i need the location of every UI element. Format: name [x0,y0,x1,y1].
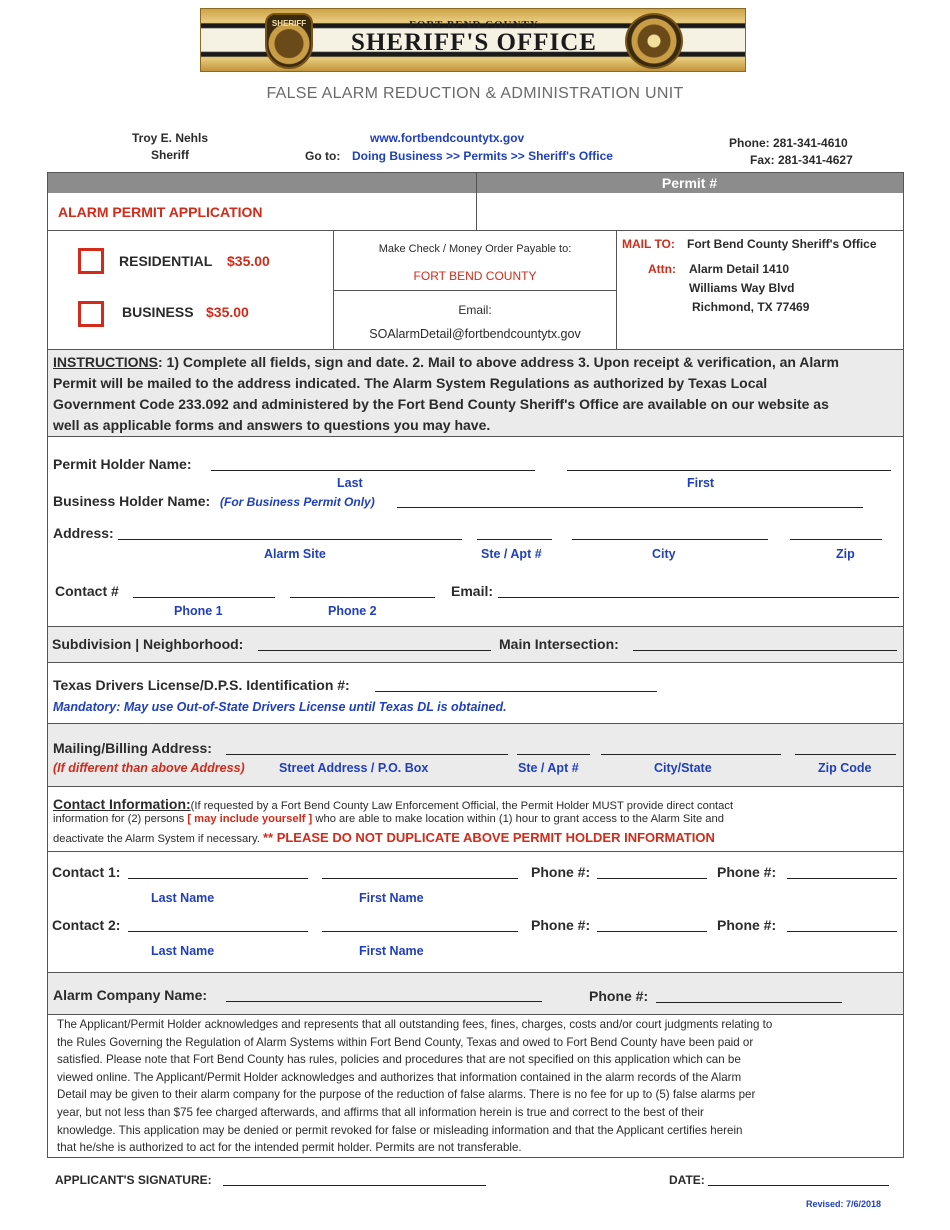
street-caption: Street Address / P.O. Box [279,761,429,775]
payable-to: FORT BEND COUNTY [413,269,537,283]
mailing-street-input[interactable] [226,754,508,755]
zip-input[interactable] [790,539,882,540]
contact-info-line-3: deactivate the Alarm System if necessary. ** PLEASE DO NOT DUPLICATE ABOVE PERMIT HOLDER INFORMATION [53,830,715,845]
ste-apt-caption: Ste / Apt # [481,547,542,561]
contact-1-phone2-label: Phone #: [717,864,777,880]
contact-1-phone2-input[interactable] [787,878,897,879]
mailing-city-input[interactable] [601,754,781,755]
ste-apt-input[interactable] [477,539,552,540]
alarm-company-phone-label: Phone #: [589,988,649,1004]
contact-2-phone-label: Phone #: [531,917,591,933]
mailing-address-label: Mailing/Billing Address: [53,740,212,756]
contact-1-first-input[interactable] [322,878,518,879]
instructions-line-1: INSTRUCTIONS: 1) Complete all fields, sign and date. 2. Mail to above address 3. Upon receipt & verification, an Alarm [53,354,839,370]
business-checkbox[interactable] [78,301,104,327]
contact-1-phone-label: Phone #: [531,864,591,880]
permit-holder-label: Permit Holder Name: [53,456,192,472]
business-label: BUSINESS [122,304,194,320]
attn-line-3: Richmond, TX 77469 [692,300,810,314]
mailing-note: (If different than above Address) [53,761,245,775]
contact-1-label: Contact 1: [52,864,121,880]
website-link[interactable]: www.fortbendcountytx.gov [370,131,525,145]
contact-2-last-input[interactable] [128,931,308,932]
permit-holder-last-input[interactable] [211,470,535,471]
main-intersection-label: Main Intersection: [499,636,619,652]
phone-2-input[interactable] [290,597,435,598]
last-caption: Last [337,476,363,490]
email-field-label: Email: [451,583,494,599]
contact-2-last-caption: Last Name [151,944,215,958]
email-input[interactable] [498,597,899,598]
alarm-company-phone-input[interactable] [656,1002,842,1003]
sheriff-banner [200,8,746,72]
contact-1-last-input[interactable] [128,878,308,879]
drivers-license-label: Texas Drivers License/D.P.S. Identification #: [53,677,350,693]
contact-1-phone-input[interactable] [597,878,707,879]
alarm-site-caption: Alarm Site [264,547,326,561]
drivers-license-note: Mandatory: May use Out-of-State Drivers License until Texas DL is obtained. [53,700,507,714]
city-state-caption: City/State [654,761,712,775]
sheriff-badge-icon: SHERIFF [265,13,313,69]
contact-2-phone2-input[interactable] [787,931,897,932]
alarm-company-label: Alarm Company Name: [53,987,208,1003]
drivers-license-input[interactable] [375,691,657,692]
email-label: Email: [458,303,492,317]
subdivision-label: Subdivision | Neighborhood: [52,636,244,652]
business-holder-input[interactable] [397,507,863,508]
business-holder-label: Business Holder Name: [53,493,211,509]
subdivision-input[interactable] [258,650,491,651]
residential-price: $35.00 [227,253,270,269]
business-price: $35.00 [206,304,249,320]
first-caption: First [687,476,715,490]
city-input[interactable] [572,539,768,540]
mailing-ste-input[interactable] [517,754,590,755]
signature-label: APPLICANT'S SIGNATURE: [55,1173,212,1187]
contact-number-label: Contact # [55,583,119,599]
contact-2-label: Contact 2: [52,917,121,933]
permit-holder-first-input[interactable] [567,470,891,471]
phone-1-input[interactable] [133,597,275,598]
business-holder-note: (For Business Permit Only) [220,495,375,509]
contact-info-line-2: information for (2) persons [ may include yourself ] who are able to make location within (1) hour to grant access to the Alarm Site and [53,813,724,825]
main-intersection-input[interactable] [633,650,897,651]
residential-checkbox[interactable] [78,248,104,274]
signature-input[interactable] [223,1185,486,1186]
contact-2-phone2-label: Phone #: [717,917,777,933]
instructions-line-2: Permit will be mailed to the address indicated. The Alarm System Regulations as authorized by Texas Local [53,375,768,391]
unit-title: FALSE ALARM REDUCTION & ADMINISTRATION UNIT [266,85,684,102]
alarm-company-input[interactable] [226,1001,542,1002]
alarm-site-input[interactable] [118,539,462,540]
address-label: Address: [53,525,114,541]
date-label: DATE: [669,1173,705,1187]
phone-2-caption: Phone 2 [328,604,377,618]
contact-1-first-caption: First Name [359,891,424,905]
sheriff-star-icon [625,13,683,69]
instructions-line-3: Government Code 233.092 and administered by the Fort Bend County Sheriff's Office are available on our website as [53,396,829,412]
goto-label: Go to: [305,149,341,163]
zip-caption: Zip [836,547,855,561]
residential-label: RESIDENTIAL [119,253,213,269]
permit-number-field[interactable] [478,195,902,229]
mail-to-label: MAIL TO: [622,237,675,251]
revised-date: Revised: 7/6/2018 [806,1199,882,1209]
sheriff-title: Sheriff [150,148,189,162]
contact-2-first-caption: First Name [359,944,424,958]
fax-number: Fax: 281-341-4627 [750,153,853,167]
mailing-ste-caption: Ste / Apt # [518,761,579,775]
date-input[interactable] [708,1185,889,1186]
payable-label: Make Check / Money Order Payable to: [378,243,572,255]
instructions-line-4: well as applicable forms and answers to questions you may have. [53,417,491,433]
phone-1-caption: Phone 1 [174,604,223,618]
banner-title: SHERIFF'S OFFICE [351,29,597,56]
contact-1-last-caption: Last Name [151,891,215,905]
sheriff-name: Troy E. Nehls [131,131,209,145]
phone-number: Phone: 281-341-4610 [729,136,848,150]
mailing-zip-input[interactable] [795,754,896,755]
contact-2-first-input[interactable] [322,931,518,932]
goto-path[interactable]: Doing Business >> Permits >> Sheriff's Office [352,149,613,163]
mail-to-address: Fort Bend County Sheriff's Office [687,237,877,251]
attn-line-2: Williams Way Blvd [689,281,795,295]
contact-email[interactable]: SOAlarmDetail@fortbendcountytx.gov [369,327,581,341]
banner-county: FORT BEND COUNTY [409,19,539,31]
permit-number-label: Permit # [661,175,718,191]
zip-code-caption: Zip Code [818,761,872,775]
attn-label: Attn: [648,262,676,276]
acknowledgement-text: The Applicant/Permit Holder acknowledges and represents that all outstanding fees, fines, charges, costs and/or court judgments relating to the Rules Governing the Regulation of Alarm Systems within Fort Bend County, Texas and owed to Fort Bend County have been paid or satisfied. Please note that Fort Bend County has rules, policies and procedures that are not specified on this application which can be viewed online. The Applicant/Permit Holder acknowledges and authorizes that information contained in the alarm records of the Alarm Detail may be given to their alarm company for the purpose of the reduction of false alarms. There is no fee for up to (5) false alarms per year, but not less than $75 fee charged afterwards, and affirms that all information herein is true and correct to the best of their knowledge. This application may be denied or permit revoked for false or misleading information and that the Applicant certifies herein that he/she is authorized to act for the intended permit holder. Permits are not transferable. [57,1018,773,1155]
attn-line-1: Alarm Detail 1410 [689,262,790,276]
contact-2-phone-input[interactable] [597,931,707,932]
application-title: ALARM PERMIT APPLICATION [58,204,263,220]
contact-info-line-1: Contact Information:(If requested by a Fort Bend County Law Enforcement Official, the Permit Holder MUST provide direct contact [53,796,734,812]
city-caption: City [652,547,676,561]
